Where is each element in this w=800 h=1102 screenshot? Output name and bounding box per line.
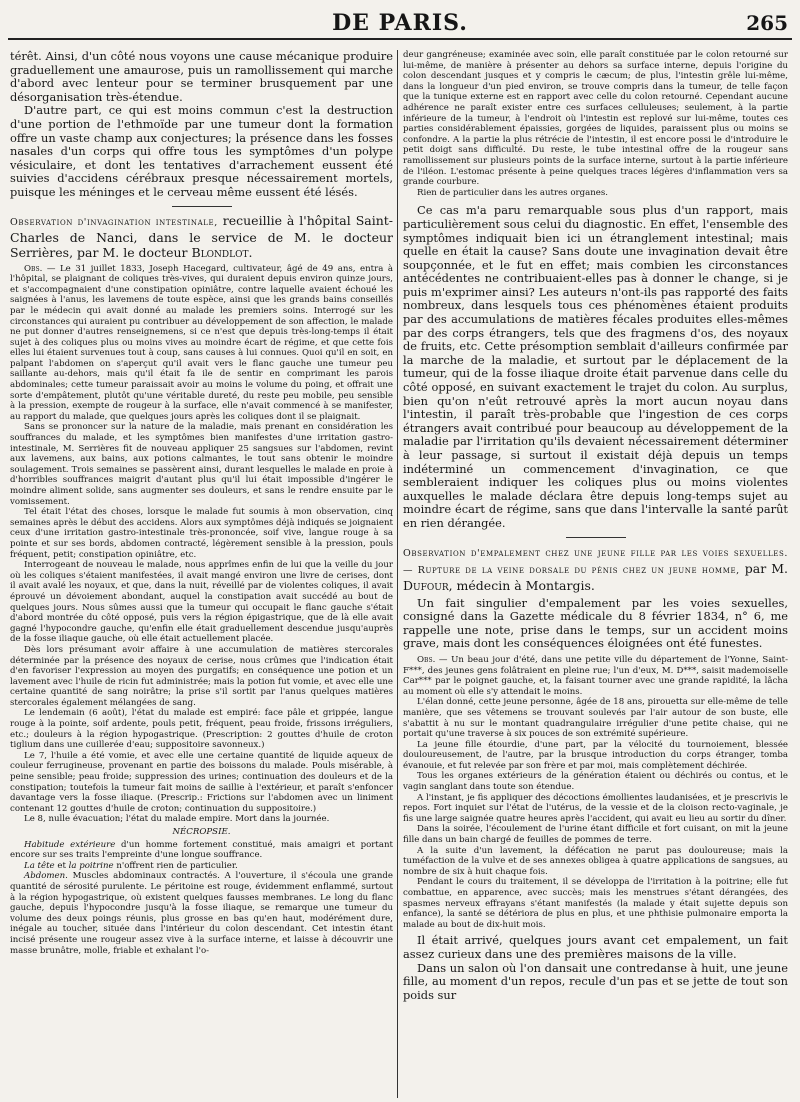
paragraph: térêt. Ainsi, d'un côté nous voyons une cause mécanique produire graduellement une amaurose, puis un ramollissement qui marche d'abord avec lenteur pour se terminer brusquement par une désorganisation très-étendue. xyxy=(10,50,393,104)
paragraph: Interrogeant de nouveau le malade, nous apprîmes enfin de lui que la veille du jour où les coliques s'étaient manifestées, il avait mangé environ une livre de cerises, dont il avait avalé les noyaux, et que, dans la nuit, réveillé par de violentes coliques, il avait éprouvé un dévoiement abondant, auquel la constipation avait succédé au bout de quelques jours. Nous sûmes aussi que la tumeur qui occupait le flanc gauche s'était d'abord montrée du côté opposé, puis vers la région épigastrique, que de là elle avait gagné l'hypocondre gauche, qu'enfin elle était graduellement descendue jusqu'auprès de la fosse iliaque gauche, où elle était actuellement placée. xyxy=(10,560,393,645)
subheading-necropsie xyxy=(10,827,393,838)
article-author: Dufour xyxy=(403,577,449,593)
paragraph: L'élan donné, cette jeune personne, âgée de 18 ans, pirouetta sur elle-même de telle manière, que ses vêtemens se trouvant soulevés par l'air autour de son buste, elle s'abattit à nu sur le montant quadrangulaire irrégulier d'une petite chaise, qui ne portait qu'une traverse à six pouces de son extrémité supérieure. xyxy=(403,697,788,740)
tete-label: La tête xyxy=(24,860,55,871)
paragraph: Tous les organes extérieurs de la génération étaient ou déchirés ou contus, et le vagin sanglant dans toute son étendue. xyxy=(403,771,788,793)
habitude-text: d'un homme fortement constitué, mais amaigri et portant encore sur ses traits l'empreinte d'une longue souffrance. xyxy=(10,839,393,861)
obs-text: — Un beau jour d'été, dans une petite ville du département de l'Yonne, Saint-F***, des jeunes gens folâtraient en pleine rue; l'un d'eux, M. D***, saisit mademoiselle Car*** par le poignet gauche, et, la faisant tourner avec une grande rapidité, la lâcha au moment où elle s'y attendait le moins. xyxy=(403,654,788,697)
paragraph: Dans un salon où l'on dansait une contredanse à huit, une jeune fille, au moment d'un repos, recule d'un pas et se jette de tout son poids sur xyxy=(403,960,788,1002)
paragraph: Rien de particulier dans les autres organes. xyxy=(417,187,608,198)
obs-label: Obs. xyxy=(417,654,436,665)
obs-label: Obs. xyxy=(24,263,43,274)
paragraph: Le lendemain (6 août), l'état du malade est empiré: face pâle et grippée, langue rouge à la pointe, soif ardente, pouls petit, fréquent, peau froide, frissons irréguliers, etc.; douleurs à la région hypogastrique. (Prescription: 2 gouttes d'huile de croton tiglium dans une cuillerée d'eau; suppositoire savonneux.) xyxy=(10,708,393,751)
separator-rule xyxy=(172,206,232,207)
paragraph: Ce cas m'a paru remarquable sous plus d'un rapport, mais particulièrement sous celui du diagnostic. En effet, l'ensemble des symptômes indiquait bien ici un étranglement intestinal; mais quelle en était la cause? Sans doute une invagination devait être soupçonnée, et le fut en effet; mais combien les circonstances antécédentes ne contribuaient-elles pas à donner le change, si je puis m'exprimer ainsi? Les auteurs n'ont-ils pas rapporté des faits nombreux, dans lesquels tous ces phénomènes étaient produits par des accumulations de matières fécales produites elles-mêmes par des corps étrangers, tels que des fragmens d'os, des noyaux de fruits, etc. Cette présomption semblait d'ailleurs confirmée par la marche de la maladie, et surtout par le déplacement de la tumeur, qui de la fosse iliaque droite était parvenue dans celle du côté opposé, en suivant exactement le trajet du colon. Au surplus, bien qu'on n'eût retrouvé après la mort aucun noyau dans l'intestin, il paraît très-probable que l'ingestion de ces corps étrangers avait contribué pour beaucoup au développement de la maladie par l'irritation qu'ils devaient nécessairement déterminer à leur passage, si surtout il existait déjà depuis un temps indéterminé un commencement d'invagination, ce que sembleraient indiquer les coliques plus ou moins violentes auxquelles le malade déclara être depuis long-temps sujet au moindre écart de régime, sans que dans l'intervalle la santé parût en rien dérangée. xyxy=(403,203,788,530)
tete-text: n'offrent rien de particulier. xyxy=(113,860,238,871)
paragraph: Le 7, l'huile a été vomie, et avec elle une certaine quantité de liquide aqueux de couleur ferrugineuse, provenant en partie des boissons du malade. Pouls misérable, à peine sensible; peau froide; suppression des urines; continuation des douleurs et de la constipation; toutefois la tumeur fait moins de saillie à l'extérieur, et paraît s'enfoncer davantage vers la fosse iliaque. (Prescrip.: Frictions sur l'abdomen avec un liniment contenant 12 gouttes d'huile de croton; continuation du suppositoire.) xyxy=(10,750,393,814)
tete-mid: et xyxy=(54,860,69,871)
paragraph: A l'instant, je fis appliquer des décoctions émollientes laudanisées, et je prescrivis le repos. Fort inquiet sur l'état de l'utérus, de la vessie et de la cloison recto-vaginale, je fis une large saignée quatre heures après l'accident, qui avait eu lieu au sortir du dîner. xyxy=(403,792,788,824)
article-title-end: , médecin à Montargis. xyxy=(448,577,595,593)
article-title xyxy=(403,544,788,593)
paragraph: Le 8, nulle évacuation; l'état du malade empire. Mort dans la journée. xyxy=(24,814,330,825)
paragraph xyxy=(403,655,788,697)
paragraph: Dès lors présumant avoir affaire à une accumulation de matières stercorales déterminée par la présence des noyaux de cerise, nous crûmes que l'indication était d'en favoriser l'expression au moyen des purgatifs; en conséquence une potion et un lavement avec l'huile de ricin fut administrée; mais la potion fut vomie, et avec elle une certaine quantité de sang noirâtre; la prise s'il sortit par l'anus quelques matières stercorales également mélangées de sang. xyxy=(10,644,393,708)
page-number: 265 xyxy=(746,11,788,35)
article-title xyxy=(10,213,393,260)
habitude-label: Habitude extérieure xyxy=(24,839,116,850)
abdomen-text: Muscles abdominaux contractés. A l'ouverture, il s'écoula une grande quantité de sérosité purulente. Le péritoine est rouge, évidemment enflammé, surtout à la région hypogastrique, où existent quelques fausses membranes. Le long du flanc gauche, depuis l'hypocondre jusqu'à la fosse iliaque, se remarque une tumeur du volume des deux poings réunis, plus grosse en bas qu'en haut, modérément dure, inégale au toucher, située dans l'intérieur du colon descendant. Cet intestin étant incisé présente une rougeur assez vive à la surface interne, et laisse à découvrir une masse brunâtre, molle, friable et exhalant l'o- xyxy=(10,871,393,956)
column-divider xyxy=(397,50,398,1098)
paragraph: A la suite d'un lavement, la défécation ne parut pas douloureuse; mais la tuméfaction de la vulve et de ses annexes obligea à quatre applications de sangsues, au nombre de six à huit chaque fois. xyxy=(403,845,788,877)
running-title: DE PARIS. xyxy=(332,10,468,36)
paragraph: La jeune fille étourdie, d'une part, par la vélocité du tournoiement, blessée douloureusement, de l'autre, par la brusque introduction du corps étranger, tomba évanouie, et fut relevée par son frère et par moi, mais complètement déchirée. xyxy=(403,739,788,771)
paragraph: Un fait singulier d'empalement par les voies sexuelles, consigné dans la Gazette médicale du 8 février 1834, n° 6, me rappelle une note, prise dans le temps, sur un accident moins grave, mais dont les conséquences éloignées ont été funestes. xyxy=(403,595,788,651)
paragraph xyxy=(10,264,393,423)
separator-rule xyxy=(566,537,626,538)
article-title-caps: Observation d'empalement chez une jeune fille par les voies sexuelles. — Rupture de la veine dorsale du pénis chez un jeune homme, xyxy=(403,547,788,576)
paragraph xyxy=(10,861,393,872)
obs-text: — Le 31 juillet 1833, Joseph Hacegard, cultivateur, âgé de 49 ans, entra à l'hôpital, se plaignant de coliques très-vives, qui duraient depuis environ quinze jours, et s'accompagnaient d'une constipation opiniâtre, contre laquelle avaient échoué les saignées à l'anus, les lavemens de toute espèce, ainsi que les grands bains conseillés par le médecin qui avait donné au malade les premiers soins. Interrogé sur les circonstances qui auraient pu contribuer au développement de son affection, le malade ne put donner d'autres renseignemens, si ce n'est que depuis très-long-temps il était sujet à des coliques plus ou moins vives au moindre écart de régime, et que cette fois elles lui étaient survenues tout à coup, sans causes à lui connues. Quoi qu'il en soit, en palpant l'abdomen on s'aperçut qu'il avait vers le flanc gauche une tumeur peu saillante au-dehors, mais qu'il était fa ile de sentir en comprimant les parois abdominales; cette tumeur paraissait avoir au moins le volume du poing, et offrait une sorte d'empâtement, plutôt qu'une véritable dureté, du reste peu mobile, peu sensible à la pression, exempte de rougeur à la surface, elle n'avait commencé à se manifester, au rapport du malade, que quelques jours après les coliques dont il se plaignait. xyxy=(10,263,393,422)
article-title-text: recueillie à l'hôpital Saint-Charles de Nanci, dans le service de M. le docteur Serrières, par M. le docteur xyxy=(10,212,393,260)
poitrine-label: la poitrine xyxy=(68,860,114,871)
paragraph: deur gangréneuse; examinée avec soin, elle paraît constituée par le colon retourné sur lui-même, de manière à présenter au dehors sa surface interne, depuis l'origine du colon descendant jusques et y compris le cæcum; de plus, l'intestin grêle lui-même, dans la longueur d'un pied environ, se trouve compris dans la tumeur, de telle façon que la tunique externe est en rapport avec celle du colon retourné. Cependant aucune adhérence ne paraît exister entre ces surfaces celluleuses; seulement, à la partie inférieure de la tumeur, à l'endroit où l'intestin est replové sur lui-même, toutes ces parties considérablement épaissies, gorgées de liquides, paraissent plus ou moins se confondre. A la partie la plus rétrécie de l'intestin, il est encore possi le d'introduire le petit doigt sans difficulté. Du reste, le tube intestinal offre de la rougeur sans ramollissement sur plusieurs points de la surface interne, surtout à la partie inférieure de l'iléon. L'estomac présente à peine quelques traces légères d'inflammation vers sa grande courbure. xyxy=(403,50,788,188)
paragraph: Pendant le cours du traitement, il se développa de l'irritation à la poitrine; elle fut combattue, en apparence, avec succès; mais les menstrues s'étant dérangées, des spasmes nerveux effrayans s'étant manifestés (la malade y était sujette depuis son enfance), la santé se détériora de plus en plus, et une phthisie pulmonaire emporta la malade au bout de dix-huit mois. xyxy=(403,877,788,930)
article-author: Blondlot. xyxy=(191,244,253,260)
left-column xyxy=(10,50,393,1098)
paragraph xyxy=(10,871,393,956)
article-title-caps: Observation d'invagination intestinale, xyxy=(10,216,218,228)
page-header xyxy=(8,8,792,40)
subheading-text: NÉCROPSIE. xyxy=(172,827,231,837)
paragraph xyxy=(10,840,393,861)
paragraph: D'autre part, ce qui est moins commun c'est la destruction d'une portion de l'ethmoïde par une tumeur dont la formation offre un vaste champ aux conjectures; la présence dans les fosses nasales d'un corps qui offre tous les symptômes d'un polype vésiculaire, et dont les tentatives d'arrachement eussent été suivies d'accidens cérébraux presque nécessairement mortels, puisque les méninges et le cerveau même eussent été lésés. xyxy=(10,103,393,199)
paragraph: Sans se prononcer sur la nature de la maladie, mais prenant en considération les souffrances du malade, et les symptômes bien manifestes d'une irritation gastro-intestinale, M. Serrières fit de nouveau appliquer 25 sangsues sur l'abdomen, revint aux lavemens, aux bains, aux potions calmantes, le tout sans obtenir le moindre soulagement. Trois semaines se passèrent ainsi, durant lesquelles le malade en proie à d'horribles souffrances maigrit d'autant plus qu'il lui était impossible d'ingérer le moindre aliment solide, sans augmenter ses douleurs, et sans le rendre ensuite par le vomissement. xyxy=(10,422,393,507)
paragraph: Tel était l'état des choses, lorsque le malade fut soumis à mon observation, cinq semaines après le début des accidens. Alors aux symptômes déjà indiqués se joignaient ceux d'une irritation gastro-intestinale très-prononcée, soif vive, langue rouge à sa pointe et sur ses bords, abdomen contracté, légèrement sensible à la pression, pouls fréquent, petit; constipation opiniâtre, etc. xyxy=(10,507,393,560)
abdomen-label: Abdomen. xyxy=(24,871,68,882)
paragraph: Il était arrivé, quelques jours avant cet empalement, un fait assez curieux dans une des premières maisons de la ville. xyxy=(403,933,788,961)
article-title-text: par M. xyxy=(739,560,788,576)
paragraph: Dans la soirée, l'écoulement de l'urine étant difficile et fort cuisant, on mit la jeune fille dans un bain chargé de feuilles de pommes de terre. xyxy=(403,824,788,846)
right-column xyxy=(403,50,788,1098)
